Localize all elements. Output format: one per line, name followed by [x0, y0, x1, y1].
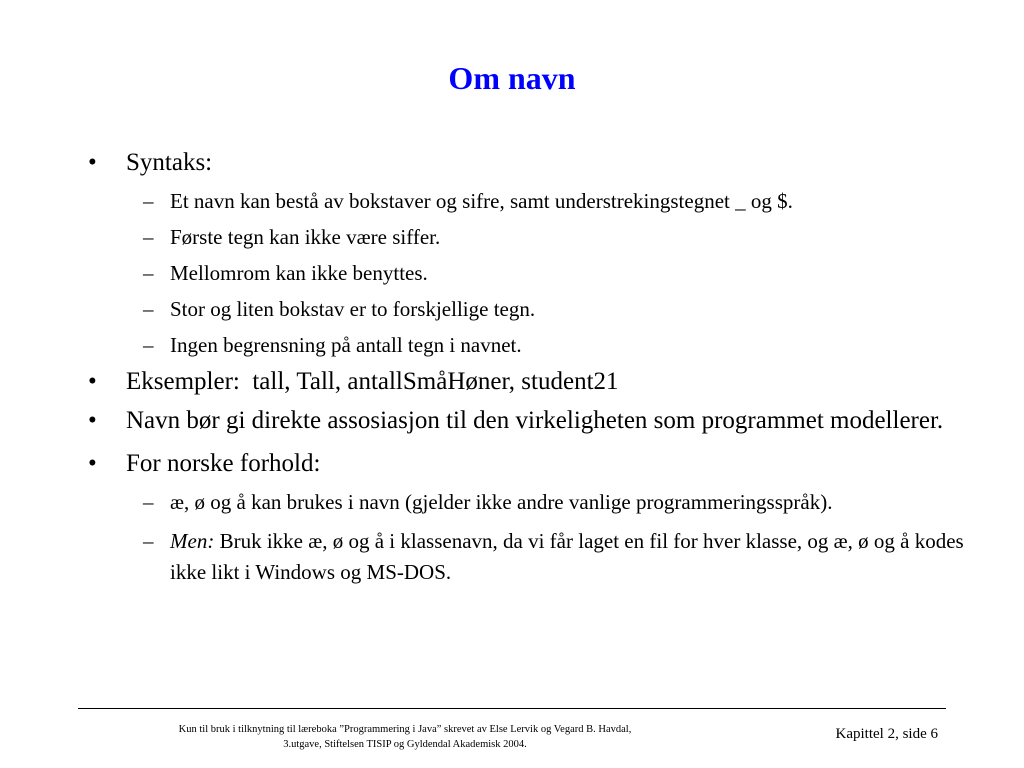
bullet-marker: •: [88, 149, 97, 176]
bullet-text: Eksempler: tall, Tall, antallSmåHøner, student21: [126, 368, 619, 395]
sub-bullet: [88, 330, 968, 361]
bullet-eksempler: [88, 363, 968, 400]
sub-bullet: [88, 487, 968, 518]
sub-bullet: [88, 186, 968, 217]
sub-bullet-text: Stor og liten bokstav er to forskjellige tegn.: [170, 297, 536, 321]
sub-bullet: [88, 294, 968, 325]
sub-bullet-text: Første tegn kan ikke være siffer.: [170, 225, 441, 249]
sub-bullet-text: Mellomrom kan ikke benyttes.: [170, 261, 428, 285]
dash-marker: –: [143, 261, 154, 285]
footer-credit: [150, 722, 660, 752]
sub-bullet-italic-prefix: Men:: [170, 529, 215, 553]
footer-credit-line-1: Kun til bruk i tilknytning til læreboka ”Programmering i Java” skrevet av Else Lervik og Vegard B. Havdal,: [178, 724, 632, 735]
sub-bullet: [88, 258, 968, 289]
bullet-text: Syntaks:: [126, 149, 213, 176]
sub-bullet-text: Bruk ikke æ, ø og å i klassenavn, da vi får laget en fil for hver klasse, og æ, ø og å kodes ikke likt i Windows og MS-DOS.: [170, 529, 969, 584]
page-number: Kapittel 2, side 6: [835, 726, 938, 742]
sub-bullet-text: Et navn kan bestå av bokstaver og sifre, samt understrekingstegnet _ og $.: [170, 189, 793, 213]
sub-bullet-text: Ingen begrensning på antall tegn i navnet.: [170, 333, 522, 357]
bullet-marker: •: [88, 407, 97, 434]
slide-title: Om navn: [448, 60, 576, 96]
dash-marker: –: [143, 490, 154, 514]
dash-marker: –: [143, 333, 154, 357]
bullet-text: Navn bør gi direkte assosiasjon til den virkeligheten som programmet modellerer.: [126, 407, 944, 434]
bullet-text: For norske forhold:: [126, 450, 321, 477]
dash-marker: –: [143, 225, 154, 249]
bullet-navn: [88, 402, 968, 439]
dash-marker: –: [143, 189, 154, 213]
footer-divider: [78, 708, 946, 709]
sub-bullet: [88, 526, 968, 588]
bullet-norske-forhold: [88, 445, 968, 482]
bullet-marker: •: [88, 450, 97, 477]
slide-content: [88, 144, 968, 588]
dash-marker: –: [143, 529, 154, 553]
dash-marker: –: [143, 297, 154, 321]
bullet-marker: •: [88, 368, 97, 395]
footer-credit-line-2: 3.utgave, Stiftelsen TISIP og Gyldendal Akademisk 2004.: [283, 739, 527, 750]
sub-bullet-text: æ, ø og å kan brukes i navn (gjelder ikke andre vanlige programmeringsspråk).: [170, 490, 833, 514]
bullet-syntaks: [88, 144, 968, 181]
sub-bullet: [88, 222, 968, 253]
